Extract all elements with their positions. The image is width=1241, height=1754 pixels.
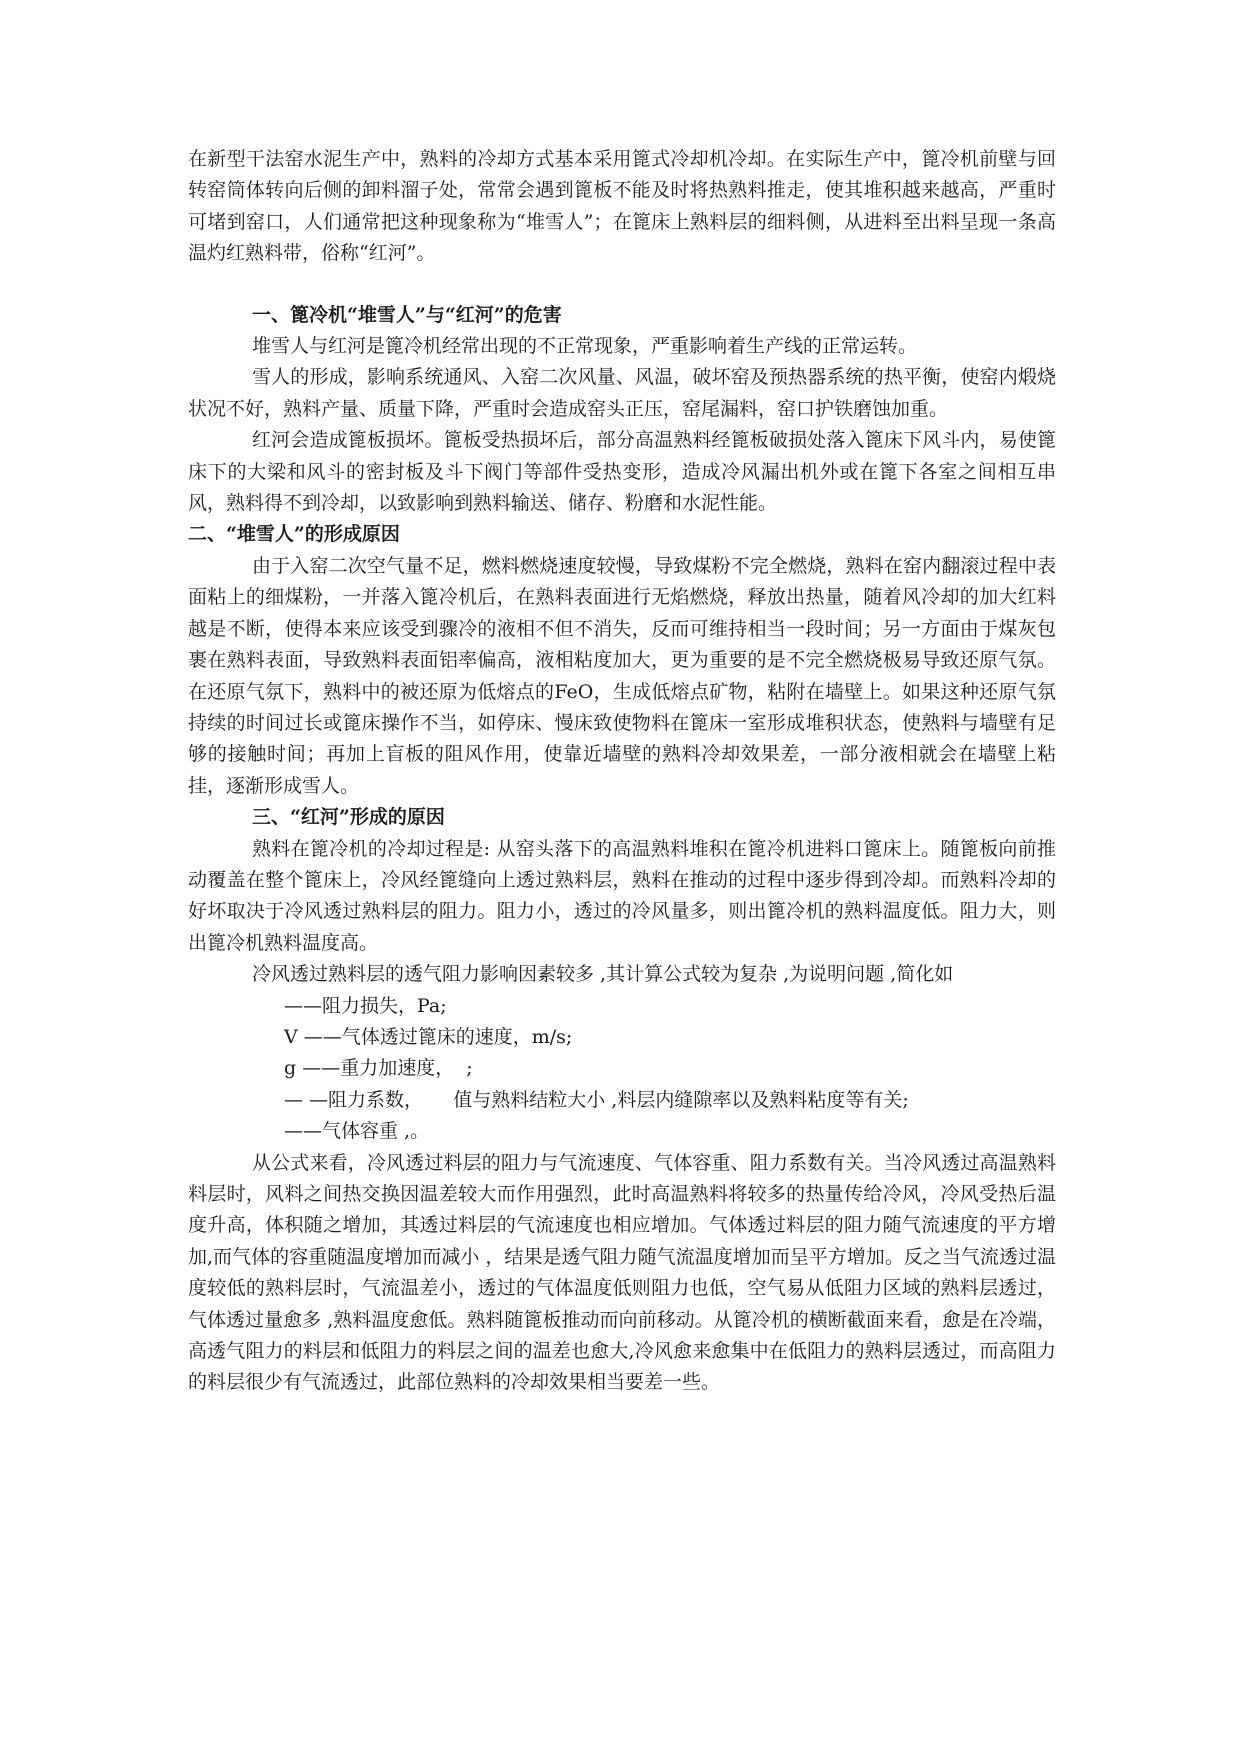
definition-gas-velocity: V ——气体透过篦床的速度，m/s; (284, 1025, 573, 1048)
document-body (188, 144, 1056, 1399)
section1-paragraph-3: 红河会造成篦板损坏。篦板受热损坏后，部分高温熟料经篦板破损处落入篦床下风斗内，易使篦床下的大梁和风斗的密封板及斗下阀门等部件受热变形，造成冷风漏出机外或在篦下各室之间相互串风，熟料得不到冷却，以致影响到熟料输送、储存、粉磨和水泥性能。 (188, 429, 1056, 515)
section2-paragraph-1: 由于入窑二次空气量不足，燃料燃烧速度较慢，导致煤粉不完全燃烧，熟料在窑内翻滚过程中表面粘上的细煤粉，一并落入篦冷机后，在熟料表面进行无焰燃烧，释放出热量，随着风冷却的加大红料越是不断，使得本来应该受到骤冷的液相不但不消失，反而可维持相当一段时间；另一方面由于煤灰包裹在熟料表面，导致熟料表面铝率偏高，液相粘度加大，更为重要的是不完全燃烧极易导致还原气氛。在还原气氛下，熟料中的被还原为低熔点的FeO，生成低熔点矿物，粘附在墙壁上。如果这种还原气氛持续的时间过长或篦床操作不当，如停床、慢床致使物料在篦床一室形成堆积状态，使熟料与墙壁有足够的接触时间；再加上盲板的阻风作用，使靠近墙壁的熟料冷却效果差，一部分液相就会在墙壁上粘挂，逐渐形成雪人。 (188, 554, 1056, 797)
section1-heading: 一、篦冷机“堆雪人”与“红河”的危害 (252, 303, 562, 326)
section3-paragraph-3: 从公式来看，冷风透过料层的阻力与气流速度、气体容重、阻力系数有关。当冷风透过高温熟料料层时，风料之间热交换因温差较大而作用强烈，此时高温熟料将较多的热量传给冷风，冷风受热后温度升高，体积随之增加，其透过料层的气流速度也相应增加。气体透过料层的阻力随气流速度的平方增加,而气体的容重随温度增加而减小 ，结果是透气阻力随气流温度增加而呈平方增加。反之当气流透过温度较低的熟料层时，气流温差小，透过的气体温度低则阻力也低，空气易从低阻力区域的熟料层透过，气体透过量愈多 ,熟料温度愈低。熟料随篦板推动而向前移动。从篦冷机的横断截面来看，愈是在冷端，高透气阻力的料层和低阻力的料层之间的温差也愈大,冷风愈来愈集中在低阻力的熟料层透过，而高阻力的料层很少有气流透过，此部位熟料的冷却效果相当要差一些。 (188, 1151, 1056, 1394)
definition-gas-density: ——气体容重 ,。 (284, 1120, 430, 1143)
section2-heading: 二、“堆雪人”的形成原因 (188, 523, 400, 546)
definition-resistance-coefficient: — —阻力系数， 值与熟料结粒大小 ,料层内缝隙率以及熟料粘度等有关; (284, 1088, 909, 1111)
intro-paragraph: 在新型干法窑水泥生产中，熟料的冷却方式基本采用篦式冷却机冷却。在实际生产中，篦冷机前壁与回转窑筒体转向后侧的卸料溜子处，常常会遇到篦板不能及时将热熟料推走，使其堆积越来越高，严重时可堵到窑口，人们通常把这种现象称为“堆雪人”；在篦床上熟料层的细料侧，从进料至出料呈现一条高温灼红熟料带，俗称“红河”。 (188, 148, 1056, 265)
section1-paragraph-2: 雪人的形成，影响系统通风、入窑二次风量、风温，破坏窑及预热器系统的热平衡，使窑内煅烧状况不好，熟料产量、质量下降，严重时会造成窑头正压，窑尾漏料，窑口护铁磨蚀加重。 (188, 366, 1056, 420)
section3-paragraph-2: 冷风透过熟料层的透气阻力影响因素较多 ,其计算公式较为复杂 ,为说明问题 ,简化如 (252, 963, 954, 986)
definition-resistance-loss: ——阻力损失，Pa; (284, 994, 447, 1017)
section1-paragraph-1: 堆雪人与红河是篦冷机经常出现的不正常现象，严重影响着生产线的正常运转。 (252, 335, 918, 358)
section3-heading: 三、“红河”形成的原因 (252, 806, 445, 829)
definition-gravity: g ——重力加速度， ; (284, 1057, 473, 1080)
section3-paragraph-1: 熟料在篦冷机的冷却过程是: 从窑头落下的高温熟料堆积在篦冷机进料口篦床上。随篦板向前推动覆盖在整个篦床上，冷风经篦缝向上透过熟料层，熟料在推动的过程中逐步得到冷却。而熟料冷却的好坏取决于冷风透过熟料层的阻力。阻力小，透过的冷风量多，则出篦冷机的熟料温度低。阻力大，则出篦冷机熟料温度高。 (188, 837, 1056, 954)
